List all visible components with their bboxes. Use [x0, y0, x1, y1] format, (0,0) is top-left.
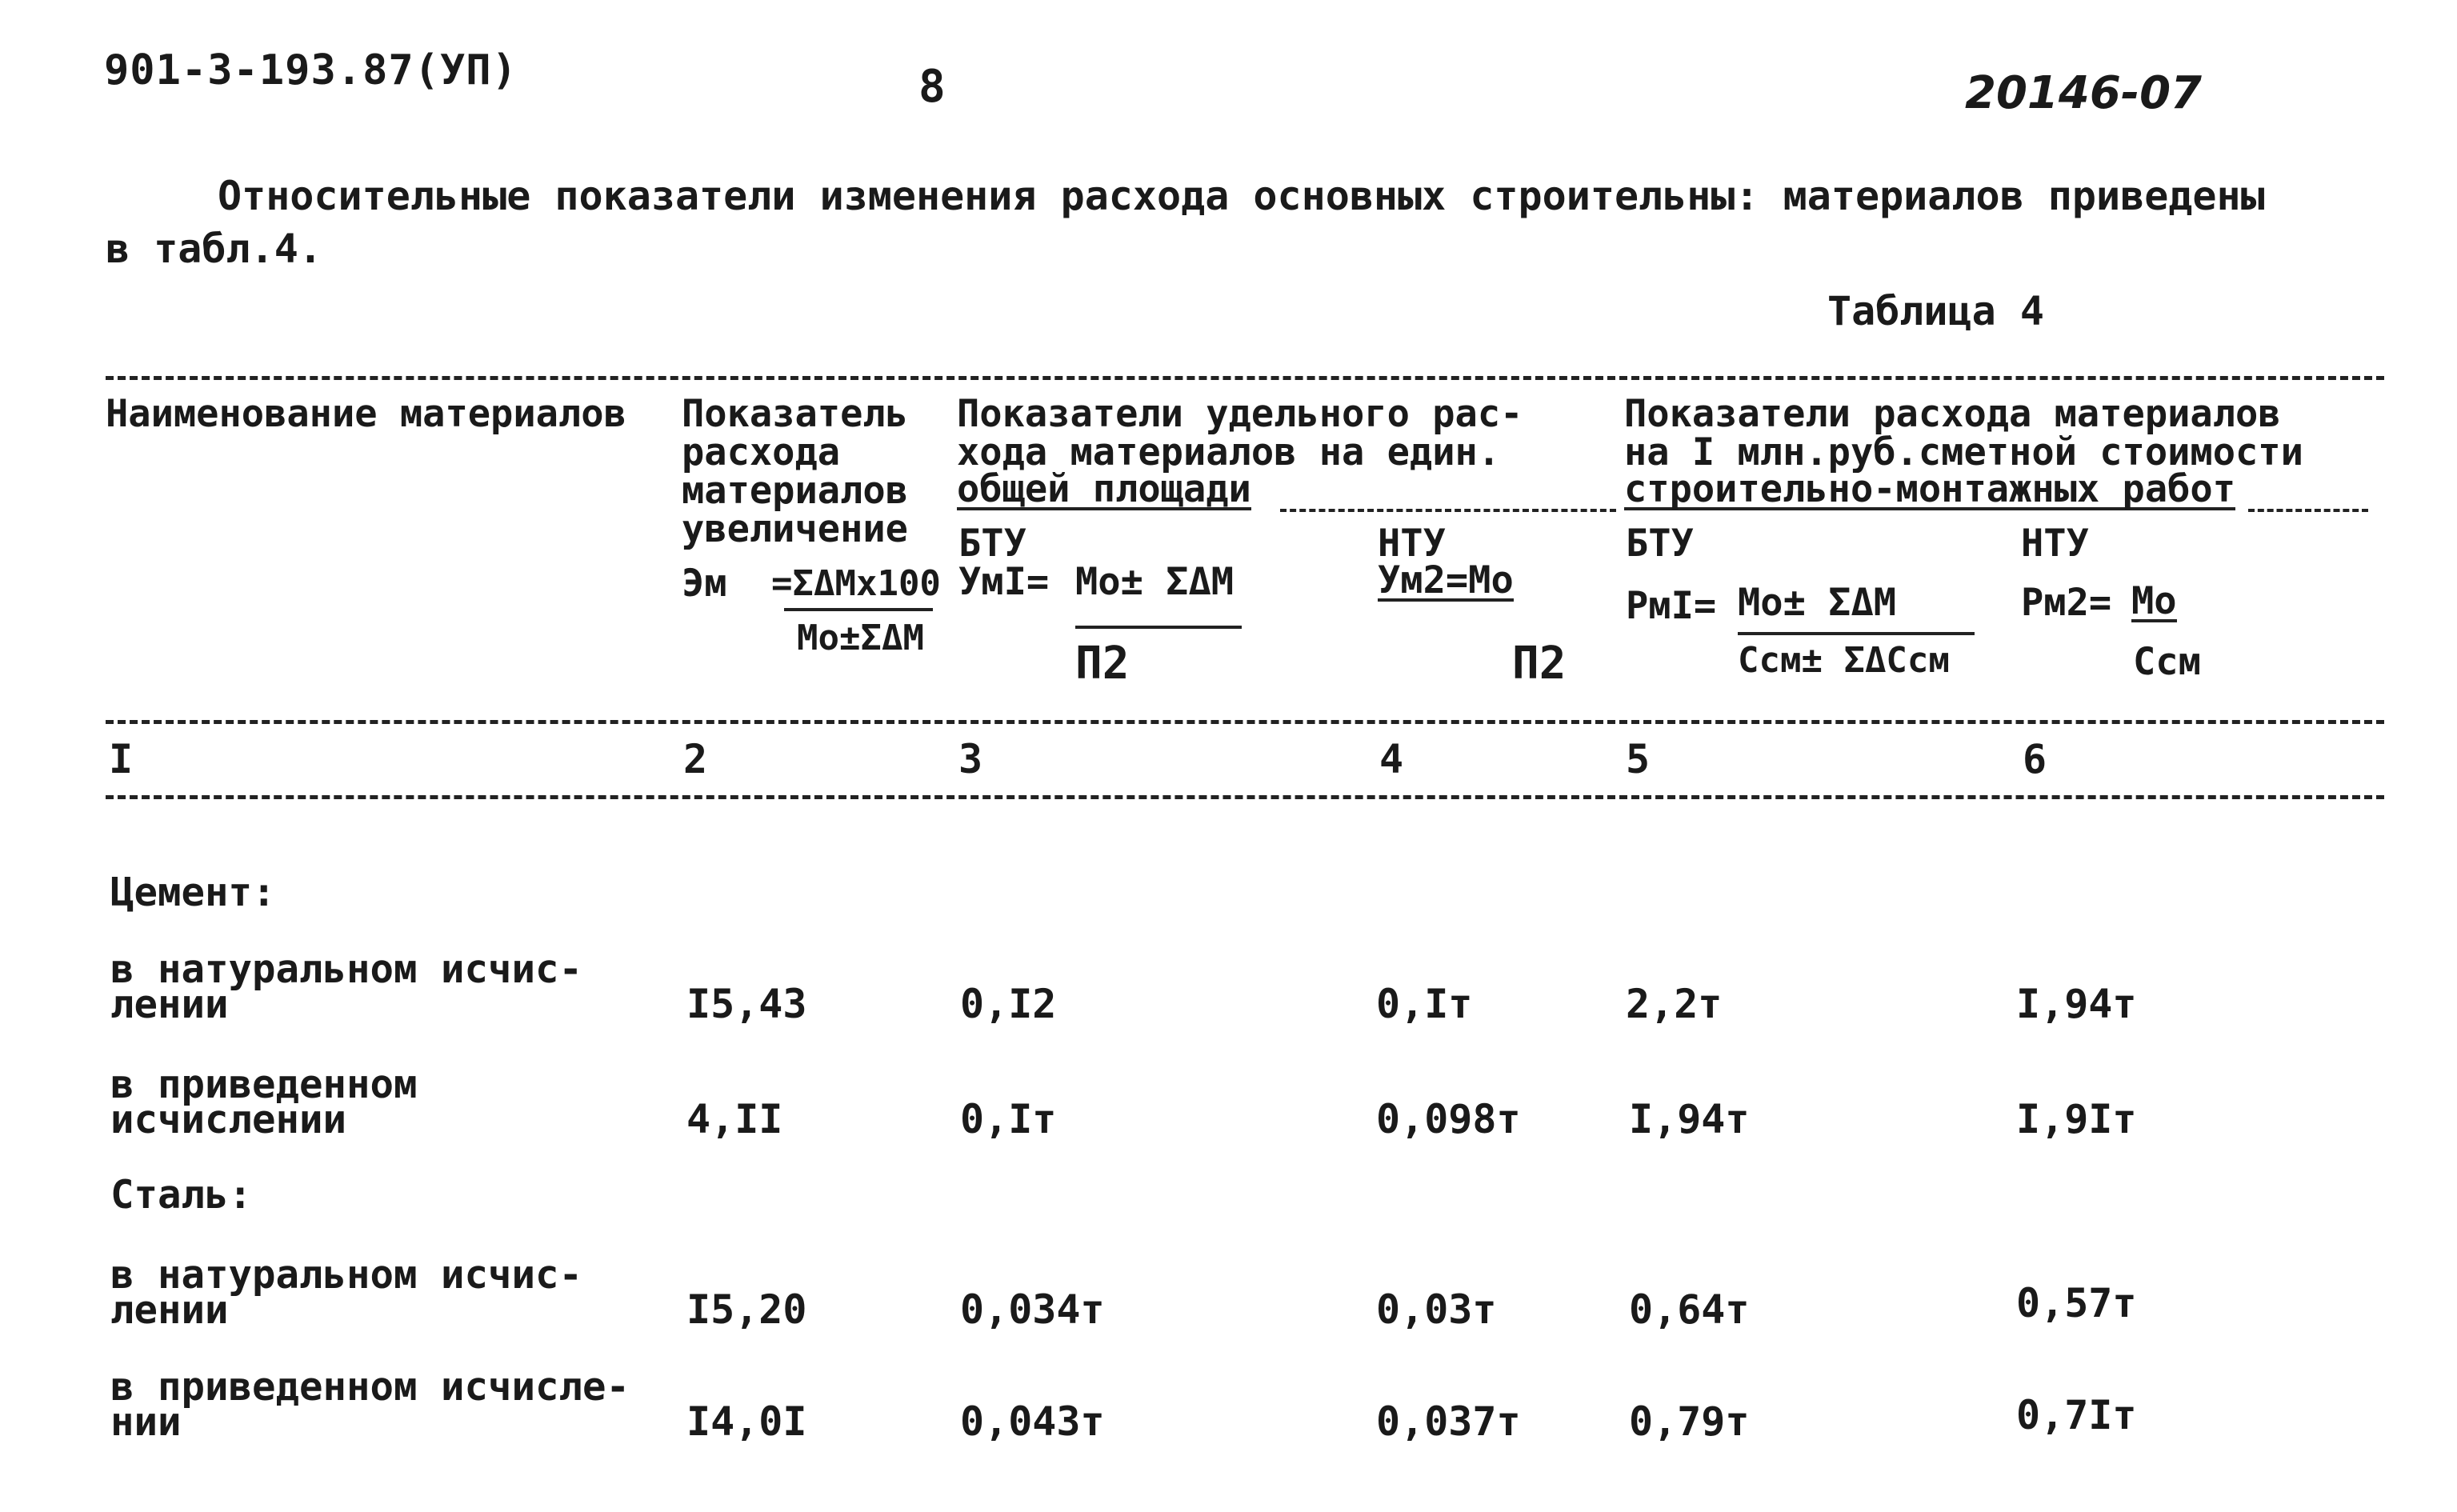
formula-um2-denominator: П2 [1512, 638, 1567, 690]
header-col-1: Наименование материалов [106, 392, 626, 436]
formula-rm2-numerator: Мо [2131, 579, 2177, 623]
header-bottom-rule [106, 720, 2384, 724]
page-number: 8 [918, 61, 946, 113]
formula-em-denominator: Мо±ΣΔМ [797, 618, 924, 658]
formula-um2-numerator: Ум2=Мо [1378, 558, 1514, 602]
intro-line-1: Относительные показатели изменения расхода основных строительны: материалов приведены [218, 173, 2265, 219]
formula-em-bar [784, 608, 933, 611]
formula-rm2-denominator: Ссм [2133, 640, 2201, 684]
numbers-bottom-rule [106, 795, 2384, 799]
formula-em-label: Эм [682, 562, 727, 606]
group-title-cement: Цемент: [110, 870, 276, 915]
intro-line-2: в табл.4. [106, 226, 322, 272]
formula-rm1-numerator: Мо± ΣΔМ [1738, 581, 1897, 625]
formula-um1-numerator: Мо± ΣΔМ [1075, 560, 1235, 604]
table-top-rule [106, 376, 2384, 380]
table-title: Таблица 4 [1827, 288, 2044, 334]
formula-em-numerator: =ΣΔМх100 [771, 563, 941, 604]
inventory-stamp: 20146-07 [1965, 67, 2202, 119]
group-title-steel: Сталь: [110, 1172, 253, 1218]
formula-um1-denominator: П2 [1075, 638, 1130, 690]
document-code: 901-3-193.87(УП) [104, 46, 518, 94]
formula-rm1-denominator: Ссм± ΣΔСсм [1738, 640, 1950, 681]
